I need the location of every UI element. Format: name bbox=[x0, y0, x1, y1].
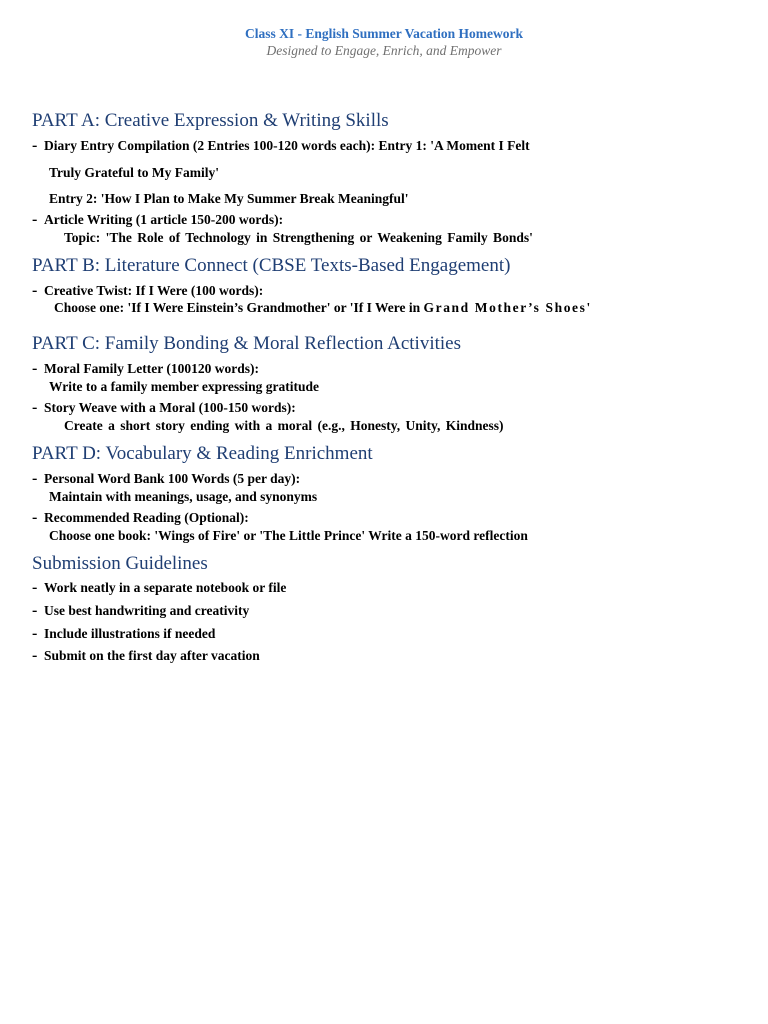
part-a-bullet-diary bbox=[32, 137, 530, 154]
part-a-bullet-article bbox=[32, 211, 283, 228]
part-d-heading: PART D: Vocabulary & Reading Enrichment bbox=[32, 443, 373, 464]
bullet-text: Article Writing (1 article 150-200 words): bbox=[44, 212, 284, 227]
bullet-dash: - bbox=[32, 509, 38, 526]
part-c-heading: PART C: Family Bonding & Moral Reflection Activities bbox=[32, 333, 462, 354]
document-subtitle: Designed to Engage, Enrich, and Empower bbox=[266, 43, 502, 58]
part-b-heading: PART B: Literature Connect (CBSE Texts-Based Engagement) bbox=[32, 255, 511, 276]
part-c-story-line2: Create a short story ending with a moral (e.g., Honesty, Unity, Kindness) bbox=[64, 418, 504, 433]
bullet-dash: - bbox=[32, 625, 38, 642]
bullet-dash: - bbox=[32, 282, 38, 299]
submission-item bbox=[32, 625, 215, 642]
part-b-bullet-twist bbox=[32, 282, 263, 299]
part-c-bullet-letter bbox=[32, 360, 259, 377]
bullet-dash: - bbox=[32, 211, 38, 228]
option-text-a: Choose one: 'If I Were Einstein’s Grandmother' or 'If I Were in bbox=[54, 300, 421, 315]
bullet-text: Include illustrations if needed bbox=[44, 626, 216, 641]
bullet-dash: - bbox=[32, 360, 38, 377]
part-a-diary-line2: Truly Grateful to My Family' bbox=[49, 165, 219, 180]
bullet-text: Diary Entry Compilation (2 Entries 100-120 words each): Entry 1: 'A Moment I Felt bbox=[44, 138, 530, 153]
bullet-dash: - bbox=[32, 579, 38, 596]
option-text-b: Grand Mother’s Shoes' bbox=[423, 300, 592, 315]
submission-item bbox=[32, 602, 249, 619]
bullet-dash: - bbox=[32, 399, 38, 416]
bullet-text: Moral Family Letter (100120 words): bbox=[44, 361, 259, 376]
part-d-bullet-wordbank bbox=[32, 470, 300, 487]
part-a-heading: PART A: Creative Expression & Writing Skills bbox=[32, 110, 389, 131]
bullet-text: Personal Word Bank 100 Words (5 per day): bbox=[44, 471, 301, 486]
bullet-text: Use best handwriting and creativity bbox=[44, 603, 250, 618]
bullet-text: Work neatly in a separate notebook or file bbox=[44, 580, 287, 595]
bullet-text: Story Weave with a Moral (100-150 words): bbox=[44, 400, 296, 415]
part-a-article-topic: Topic: 'The Role of Technology in Strengthening or Weakening Family Bonds' bbox=[64, 230, 533, 245]
part-d-bullet-reading bbox=[32, 509, 249, 526]
submission-item bbox=[32, 647, 260, 664]
submission-heading: Submission Guidelines bbox=[32, 553, 208, 574]
bullet-text: Creative Twist: If I Were (100 words): bbox=[44, 283, 264, 298]
bullet-text: Submit on the first day after vacation bbox=[44, 648, 260, 663]
part-b-twist-options bbox=[54, 299, 592, 316]
part-c-bullet-story bbox=[32, 399, 296, 416]
document-title: Class XI - English Summer Vacation Homework bbox=[244, 26, 524, 41]
bullet-dash: - bbox=[32, 647, 38, 664]
submission-item bbox=[32, 579, 286, 596]
part-a-diary-line3: Entry 2: 'How I Plan to Make My Summer Break Meaningful' bbox=[49, 191, 409, 206]
bullet-dash: - bbox=[32, 602, 38, 619]
document-header bbox=[0, 25, 768, 59]
bullet-dash: - bbox=[32, 470, 38, 487]
part-d-reading-line2: Choose one book: 'Wings of Fire' or 'The Little Prince' Write a 150-word reflection bbox=[49, 528, 528, 543]
part-c-letter-line2: Write to a family member expressing gratitude bbox=[49, 379, 319, 394]
bullet-text: Recommended Reading (Optional): bbox=[44, 510, 249, 525]
bullet-dash: - bbox=[32, 137, 38, 154]
part-d-wordbank-line2: Maintain with meanings, usage, and synonyms bbox=[49, 489, 318, 504]
